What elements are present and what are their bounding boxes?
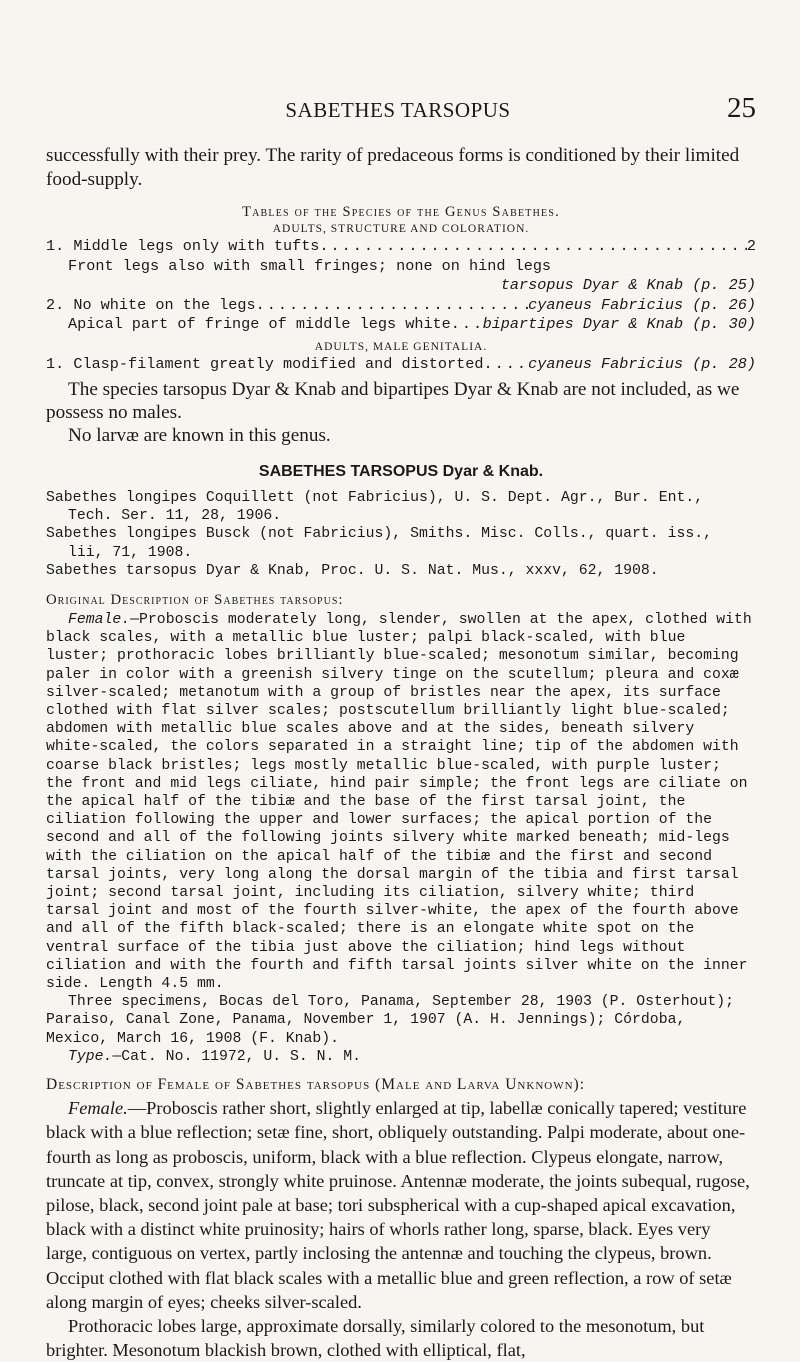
key-table-genitalia [46, 355, 756, 375]
original-female-paragraph: Female.—Proboscis moderately long, slender, swollen at the apex, clothed with black scales, with a metallic blue luster; palpi black-scaled, with blue luster; prothoracic lobes brilliantly blue-scaled; mesonotum similar, becoming paler in color with a greenish silvery tinge on the scutellum; pleura and coxæ silver-scaled; metanotum with a group of bristles near the apex, its surface clothed with flat silver scales; postscutellum brilliantly light blue-scaled; abdomen with metallic blue scales above and at the sides, beneath silvery white-scaled, the colors separated in a straight line; tip of the abdomen with coarse black bristles; legs mostly metallic blue-scaled, with purple luster; the front and mid legs ciliate, hind pair simple; the front legs are ciliate on the apical half of the tibiæ and the base of the first tarsal joint, the ciliation following the upper and lower surfaces; the apical portion of the second and all of the following joints silvery white marked beneath; mid-legs with the ciliation on the apical half of the tibiæ and the first and second tarsal joints, very long along the dorsal margin of the tibia and first tarsal joint; second tarsal joint, including its ciliation, silvery white; third tarsal joint and most of the fourth silver-white, the apex of the fourth above and all of the fifth black-scaled; there is an elongate white spot on the ventral surface of the tibia just above the ciliation; hind legs without ciliation and with the fourth and fifth tarsal joints silver white on the inner side. Length 4.5 mm. [46, 612, 752, 993]
running-title: SABETHES TARSOPUS [285, 98, 511, 122]
page-number: 25 [727, 92, 756, 124]
synonymy-entry: Sabethes tarsopus Dyar & Knab, Proc. U. S. Nat. Mus., xxxv, 62, 1908. [46, 562, 659, 579]
female-description-paragraph: Female.—Proboscis rather short, slightly enlarged at tip, labellæ conically tapered; vestiture black with a blue reflection; setæ fine, short, obliquely outstanding. Palpi moderate, about one-fourth as long as proboscis, uniform, black with a blue reflection. Clypeus elongate, narrow, truncate at tip, convex, strongly white pruinose. Antennæ moderate, the joints subequal, rugose, pilose, black, second joint pale at base; tori subspherical with a cup-shaped apical excavation, black with a distinct white pruinosity; hairs of whorls rather long, sparse, black. Eyes very large, contiguous on vertex, partly inclosing the antennæ and touching the clypeus, brown. Occiput clothed with flat black scales with a metallic blue and green reflection, a row of setæ along margin of eyes; cheeks silver-scaled. [46, 1098, 750, 1312]
key-row: 1. Clasp-filament greatly modified and distorted ..... cyaneus Fabricius (p. 28) [46, 355, 756, 375]
page-content [46, 144, 756, 1362]
page-header [40, 94, 756, 124]
key-row: 1. Middle legs only with tufts ..... 2 [46, 237, 756, 257]
specimens-paragraph: Three specimens, Bocas del Toro, Panama, September 28, 1903 (P. Osterhout); Paraiso, Canal Zone, Panama, November 1, 1907 (A. H. Jennings); Córdoba, Mexico, March 16, 1908 (F. Knab). [46, 994, 734, 1047]
synonymy-entry: Sabethes longipes Busck (not Fabricius), Smiths. Misc. Colls., quart. iss., lii, 71, 1908. [46, 526, 712, 561]
tables-subtitle-structure: ADULTS, STRUCTURE AND COLORATION. [272, 223, 530, 235]
synonymy-entry: Sabethes longipes Coquillett (not Fabricius), U. S. Dept. Agr., Bur. Ent., Tech. Ser. 11, 28, 1906. [46, 490, 704, 525]
intro-paragraph: successfully with their prey. The rarity of predaceous forms is conditioned by their limited food-supply. [46, 145, 740, 190]
original-description [46, 611, 756, 1066]
key-row: tarsopus Dyar & Knab (p. 25) [500, 276, 756, 294]
tables-title: Tables of the Species of the Genus Sabethes. [242, 204, 560, 220]
species-heading: SABETHES TARSOPUS Dyar & Knab. [258, 463, 544, 480]
key-row: Apical part of fringe of middle legs white ..... bipartipes Dyar & Knab (p. 30) [46, 315, 756, 335]
synonymy-list [46, 489, 756, 580]
species-note: The species tarsopus Dyar & Knab and bipartipes Dyar & Knab are not included, as we possess no males. [46, 379, 740, 423]
female-description-heading: Description of Female of Sabethes tarsopus (Male and Larva Unknown): [46, 1076, 585, 1094]
type-paragraph: Type.—Cat. No. 11972, U. S. N. M. [68, 1048, 362, 1065]
prothoracic-paragraph: Prothoracic lobes large, approximate dorsally, similarly colored to the mesonotum, but brighter. Mesonotum blackish brown, clothed with elliptical, flat, [46, 1315, 705, 1361]
key-row: 2. No white on the legs ..... cyaneus Fabricius (p. 26) [46, 296, 756, 316]
key-table-structure [46, 237, 756, 335]
larvae-note: No larvæ are known in this genus. [68, 425, 331, 446]
key-row: Front legs also with small fringes; none on hind legs [68, 256, 552, 275]
original-description-heading: Original Description of Sabethes tarsopus: [46, 592, 344, 609]
tables-subtitle-genitalia: ADULTS, MALE GENITALIA. [314, 340, 488, 353]
